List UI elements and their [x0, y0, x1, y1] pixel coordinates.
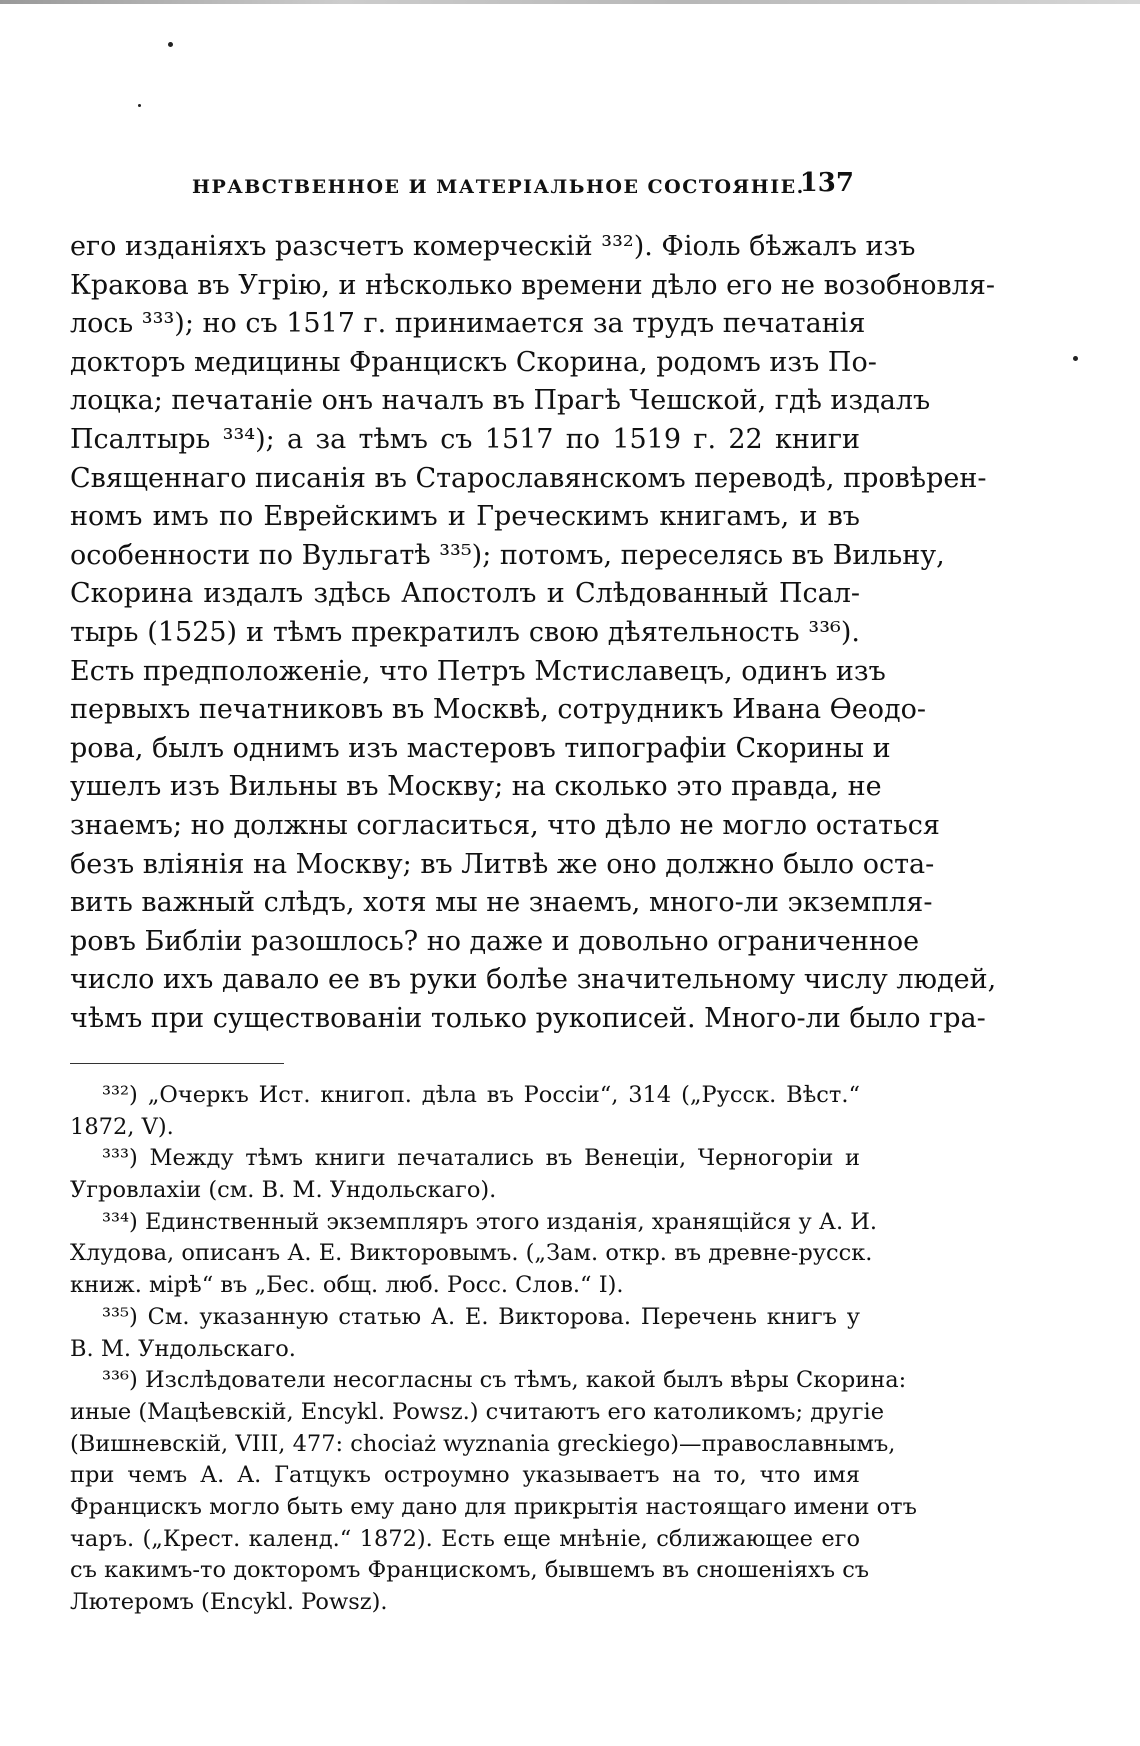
text-line: чѣмъ при существованіи только рукописей. Много-ли было гра-: [70, 1002, 986, 1034]
footnote-line: иные (Мацѣевскій, Encykl. Powsz.) считаютъ его католикомъ; другіе: [70, 1398, 885, 1425]
text-line: номъ имъ по Еврейскимъ и Греческимъ книгамъ, и въ: [70, 501, 860, 533]
footnote-divider: [70, 1063, 284, 1064]
footnote-line: Угровлахіи (см. В. М. Ундольскаго).: [70, 1177, 497, 1204]
page-header: [192, 168, 854, 208]
scan-speck: [1073, 356, 1078, 361]
footnote-line: 1872, V).: [70, 1113, 174, 1140]
footnote-line: (Вишневскій, VIII, 477: chociaż wyznania greckiego)—православнымъ,: [70, 1430, 896, 1457]
text-line: Есть предположеніе, что Петръ Мстиславецъ, одинъ изъ: [70, 655, 886, 687]
footnote-line: ³³²) „Очеркъ Ист. книгоп. дѣла въ Россіи“, 314 („Русск. Вѣст.“: [102, 1082, 860, 1108]
text-line: лось ³³³); но съ 1517 г. принимается за трудъ печатанія: [70, 308, 866, 340]
scan-edge-strip: [0, 0, 1140, 4]
footnote-line: чаръ. („Крест. календ.“ 1872). Есть еще мнѣніе, сближающее его: [70, 1525, 860, 1552]
footnote-line: при чемъ А. А. Гатцукъ остроумно указываетъ на то, что имя: [70, 1462, 860, 1489]
scan-speck: [168, 42, 173, 47]
text-line: его изданіяхъ разсчетъ комерческій ³³²). Фіоль бѣжалъ изъ: [70, 231, 916, 262]
text-line: вить важный слѣдъ, хотя мы не знаемъ, много-ли экземпля-: [70, 887, 933, 919]
text-line: рова, былъ однимъ изъ мастеровъ типографіи Скорины и: [70, 732, 891, 764]
footnote-line: Францискъ могло быть ему дано для прикрытія настоящаго имени отъ: [70, 1493, 917, 1520]
page-number: 137: [799, 168, 854, 198]
footnote-line: ³³⁴) Единственный экземпляръ этого изданія, хранящійся у А. И.: [102, 1208, 878, 1235]
text-line: Скорина издалъ здѣсь Апостолъ и Слѣдованный Псал-: [70, 578, 860, 610]
running-title: НРАВСТВЕННОЕ И МАТЕРІАЛЬНОЕ СОСТОЯНІЕ.: [192, 176, 805, 198]
text-line: Кракова въ Угрію, и нѣсколько времени дѣло его не возобновля-: [70, 269, 996, 301]
footnote-line: ³³³) Между тѣмъ книги печатались въ Венеціи, Черногоріи и: [102, 1145, 860, 1172]
text-line: безъ вліянія на Москву; въ Литвѣ же оно должно было оста-: [70, 848, 935, 880]
text-line: особенности по Вульгатѣ ³³⁵); потомъ, переселясь въ Вильну,: [70, 539, 945, 571]
text-line: ровъ Библіи разошлось? но даже и довольно ограниченное: [70, 925, 920, 957]
text-line: первыхъ печатниковъ въ Москвѣ, сотрудникъ Ивана Ѳеодо-: [70, 694, 927, 726]
text-line: тырь (1525) и тѣмъ прекратилъ свою дѣятельность ³³⁶).: [70, 616, 860, 648]
footnote-line: ³³⁶) Изслѣдователи несогласны съ тѣмъ, какой былъ вѣры Скорина:: [102, 1367, 907, 1394]
footnote-line: съ какимъ-то докторомъ Францискомъ, бывшемъ въ сношеніяхъ съ: [70, 1557, 870, 1584]
footnote-line: ³³⁵) См. указанную статью А. Е. Викторова. Перечень книгъ у: [102, 1303, 860, 1330]
footnote-line: книж. мірѣ“ въ „Бес. общ. люб. Росс. Слов.“ I).: [70, 1272, 624, 1299]
text-line: ушелъ изъ Вильны въ Москву; на сколько это правда, не: [70, 771, 882, 803]
main-text: [70, 228, 997, 1038]
footnote-line: Хлудова, описанъ А. Е. Викторовымъ. („Зам. откр. въ древне-русск.: [70, 1240, 873, 1267]
scan-speck: [138, 104, 141, 107]
text-line: докторъ медицины Францискъ Скорина, родомъ изъ По-: [70, 346, 877, 378]
footnotes: [70, 1080, 917, 1619]
text-line: знаемъ; но должны согласиться, что дѣло не могло остаться: [70, 809, 940, 841]
footnote-line: Лютеромъ (Encykl. Powsz).: [70, 1589, 388, 1615]
text-line: число ихъ давало ее въ руки болѣе значительному числу людей,: [70, 964, 997, 996]
text-line: лоцка; печатаніе онъ началъ въ Прагѣ Чешской, гдѣ издалъ: [70, 385, 931, 417]
text-line: Священнаго писанія въ Старославянскомъ переводѣ, провѣрен-: [70, 462, 987, 494]
footnote-line: В. М. Ундольскаго.: [70, 1335, 296, 1362]
text-line: Псалтырь ³³⁴); а за тѣмъ съ 1517 по 1519 г. 22 книги: [70, 423, 860, 455]
